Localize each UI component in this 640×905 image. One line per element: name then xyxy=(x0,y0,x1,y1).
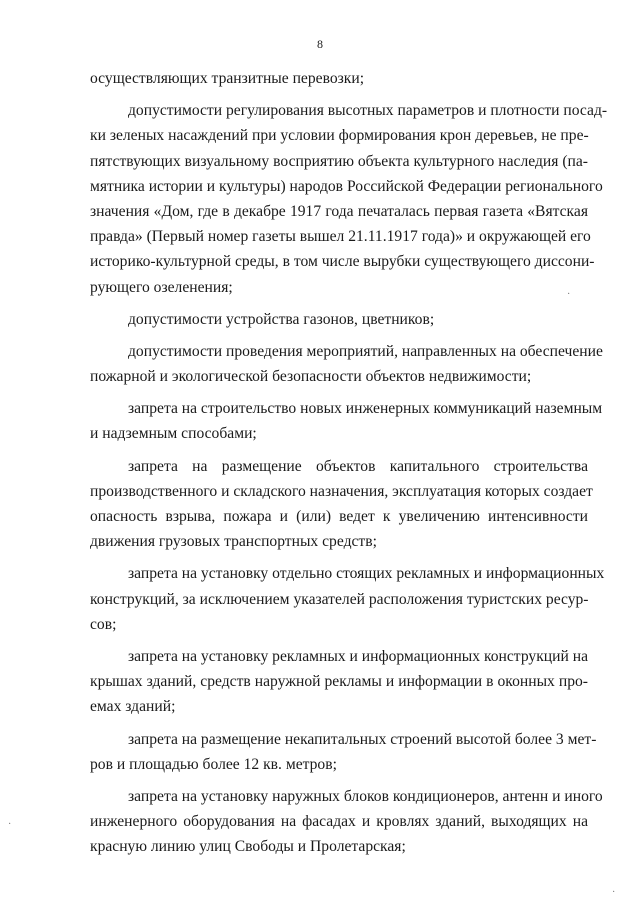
text-line: осуществляющих транзитные перевозки; xyxy=(90,70,365,87)
text-line: значения «Дом, где в декабре 1917 года печаталась первая газета «Вятская xyxy=(90,202,588,220)
paragraph xyxy=(90,784,603,860)
document-body xyxy=(90,66,608,859)
text-line: крышах зданий, средств наружной рекламы и информации в оконных про- xyxy=(90,673,588,691)
text-line: инженерного оборудования на фасадах и кровлях зданий, выходящих на xyxy=(90,813,588,831)
paragraph-gap xyxy=(90,777,588,784)
text-line: пятствующих визуальному восприятию объекта культурного наследия (па- xyxy=(90,152,588,170)
text-line: емах зданий; xyxy=(90,698,176,716)
paragraph-gap xyxy=(90,332,588,339)
page-number: 8 xyxy=(317,37,323,51)
text-line: запрета на строительство новых инженерных коммуникаций наземным xyxy=(128,400,603,418)
paragraph-gap xyxy=(90,447,588,454)
scan-speck: · xyxy=(8,819,12,830)
text-line: ров и площадью более 12 кв. метров; xyxy=(90,755,337,773)
text-line: сов; xyxy=(90,615,117,633)
text-line: правда» (Первый номер газеты вышел 21.11.1917 года)» и окружающей его xyxy=(90,228,591,246)
paragraph xyxy=(90,454,593,555)
paragraph-gap xyxy=(90,637,588,644)
text-line: запрета на установку наружных блоков кондиционеров, антенн и иного xyxy=(128,787,603,805)
scan-speck: · xyxy=(612,887,616,898)
text-line: допустимости регулирования высотных параметров и плотности посад- xyxy=(128,102,608,120)
paragraph xyxy=(90,66,588,91)
paragraph-gap xyxy=(90,389,588,396)
text-line: запрета на размещение объектов капитального строительства xyxy=(128,457,588,475)
paragraph xyxy=(90,339,603,389)
paragraph xyxy=(90,561,605,637)
text-line: производственного и складского назначения, эксплуатация которых создает xyxy=(90,482,593,500)
text-line: ки зеленых насаждений при условии формирования крон деревьев, не пре- xyxy=(90,127,589,145)
paragraph xyxy=(90,307,588,332)
text-line: допустимости устройства газонов, цветников; xyxy=(128,310,435,328)
paragraph xyxy=(90,98,608,300)
text-line: и надземным способами; xyxy=(90,425,257,443)
text-line: рующего озеленения; xyxy=(90,278,233,296)
scan-speck: · xyxy=(567,289,571,300)
paragraph-gap xyxy=(90,300,588,307)
text-line: запрета на установку рекламных и информационных конструкций на xyxy=(128,647,588,665)
text-line: запрета на размещение некапитальных строений высотой более 3 мет- xyxy=(128,730,597,748)
text-line: мятника истории и культуры) народов Российской Федерации регионального xyxy=(90,177,603,195)
text-line: движения грузовых транспортных средств; xyxy=(90,533,377,551)
text-line: историко-культурной среды, в том числе вырубки существующего диссони- xyxy=(90,253,595,271)
text-line: пожарной и экологической безопасности объектов недвижимости; xyxy=(90,368,532,386)
text-line: конструкций, за исключением указателей расположения туристских ресур- xyxy=(90,590,589,608)
paragraph-gap xyxy=(90,91,588,98)
text-line: запрета на установку отдельно стоящих рекламных и информационных xyxy=(128,565,605,583)
paragraph xyxy=(90,644,588,720)
paragraph xyxy=(90,396,603,446)
paragraph-gap xyxy=(90,720,588,727)
paragraph-gap xyxy=(90,554,588,561)
paragraph xyxy=(90,727,597,777)
text-line: красную линию улиц Свободы и Пролетарская; xyxy=(90,838,406,856)
text-line: опасность взрыва, пожара и (или) ведет к увеличению интенсивности xyxy=(90,508,588,525)
text-line: допустимости проведения мероприятий, направленных на обеспечение xyxy=(128,342,603,360)
